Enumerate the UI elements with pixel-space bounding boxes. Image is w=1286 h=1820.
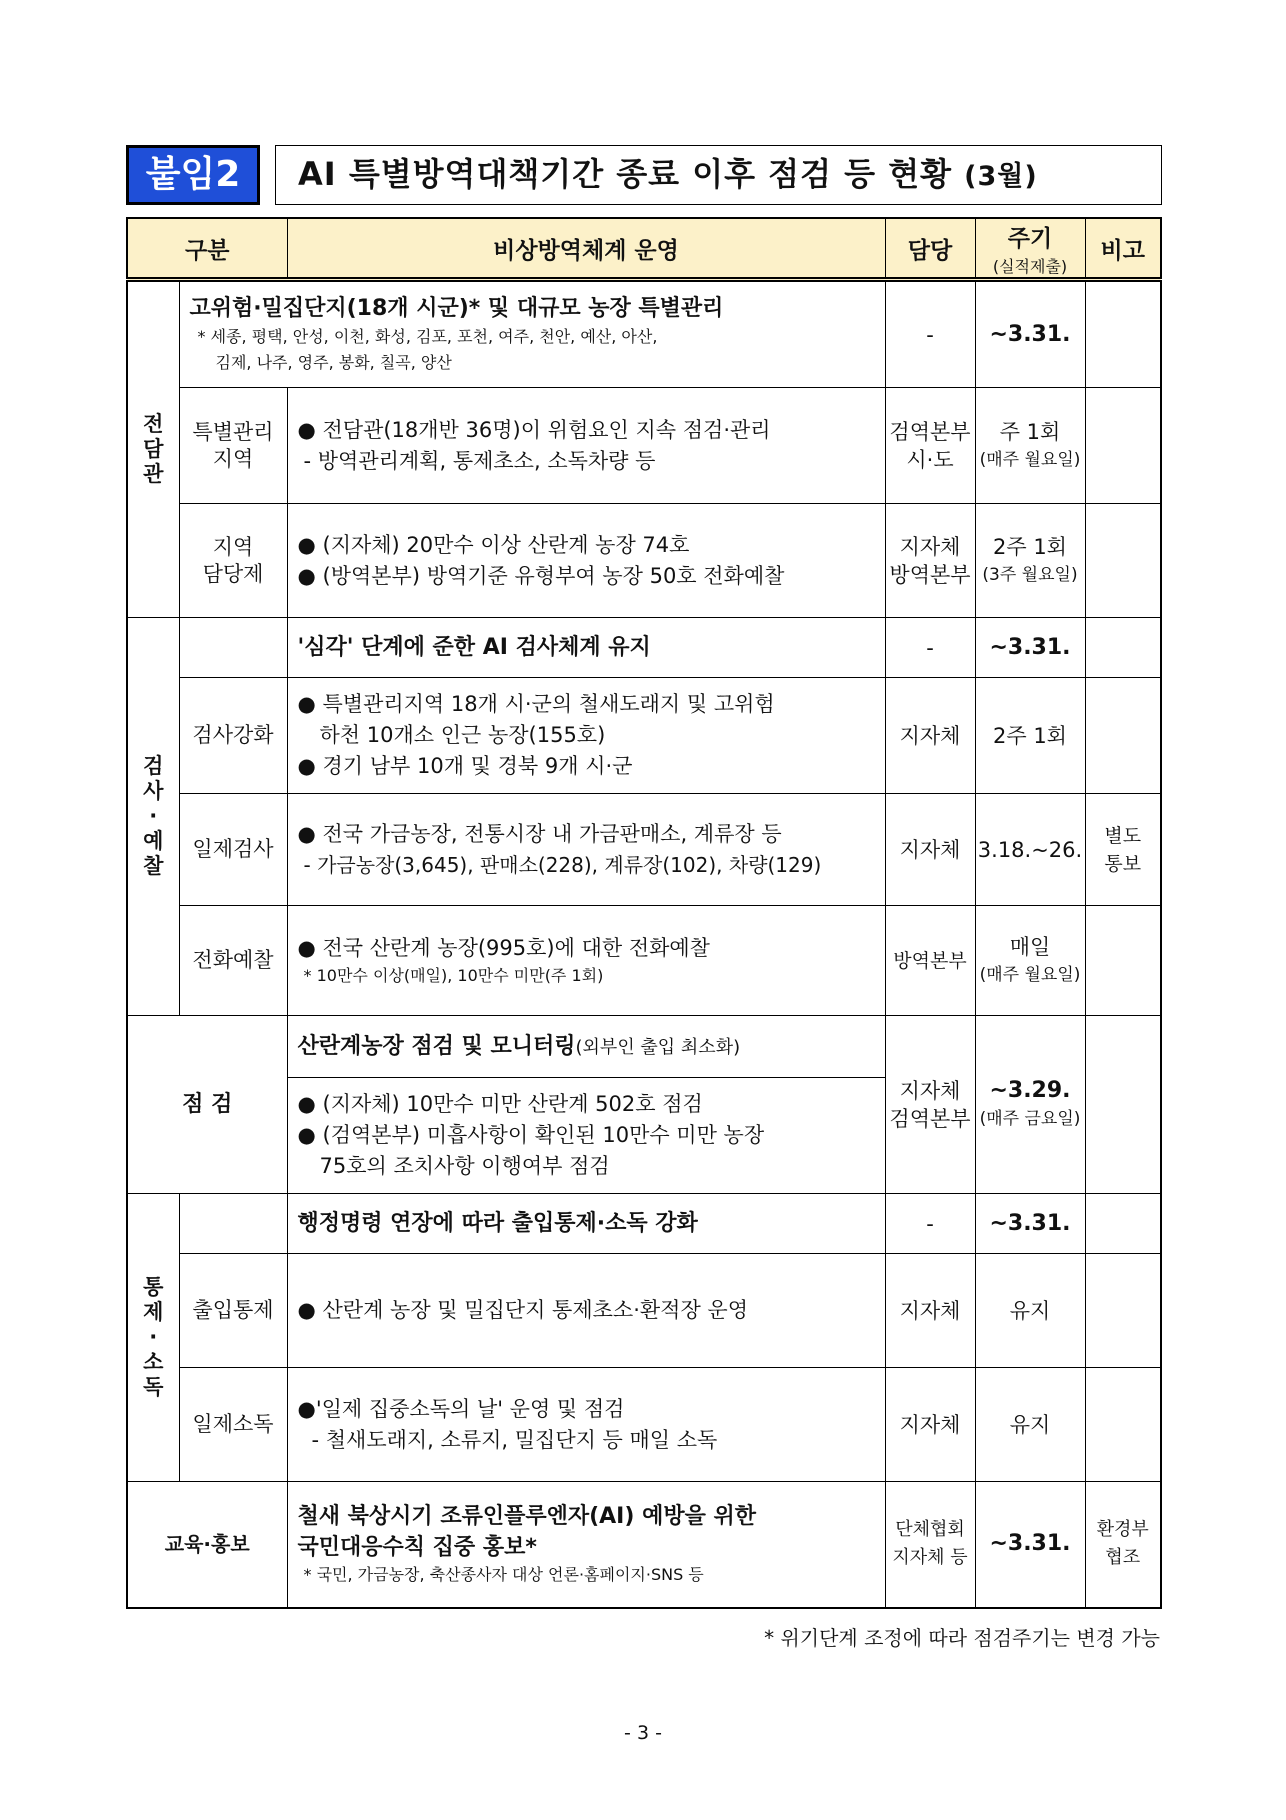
page-number: - 3 - <box>624 1722 662 1744</box>
content-line: ● 경기 남부 10개 및 경북 9개 시·군 <box>297 754 633 778</box>
content-note: * 국민, 가금농장, 축산종사자 대상 언론·홈페이지·SNS 등 <box>303 1565 704 1585</box>
remark-cell <box>1085 1016 1161 1194</box>
cycle-cell: ~3.31. <box>975 1482 1085 1608</box>
empty-cell <box>179 1194 287 1254</box>
table-row <box>127 906 1161 1016</box>
remark-cell <box>1085 618 1161 678</box>
subcategory-label: 지역 <box>212 534 254 559</box>
cycle-line: 2주 1회 <box>993 534 1067 559</box>
cycle-note: (3주 월요일) <box>982 564 1078 585</box>
cycle-cell: ~3.31. <box>975 618 1085 678</box>
remark-cell <box>1085 794 1161 906</box>
subcategory-cell: 검사강화 <box>179 678 287 794</box>
content-line: - 철새도래지, 소류지, 밀집단지 등 매일 소독 <box>311 1427 718 1452</box>
content-cell <box>287 1368 885 1482</box>
subcategory-label: 지역 <box>212 446 254 471</box>
cycle-line: ~3.29. <box>989 1077 1071 1103</box>
content-cell <box>287 1482 885 1608</box>
table-row <box>127 280 1161 388</box>
remark-cell <box>1085 1482 1161 1608</box>
table-row <box>127 1194 1161 1254</box>
cycle-cell: ~3.31. <box>975 280 1085 388</box>
remark-cell <box>1085 1194 1161 1254</box>
subcategory-label: 담당제 <box>202 561 264 586</box>
manager-line: 방역본부 <box>889 562 971 587</box>
content-line: ● (지자체) 20만수 이상 산란계 농장 74호 <box>297 532 690 557</box>
header-cycle <box>975 218 1085 280</box>
content-cell <box>287 618 885 678</box>
content-cell <box>287 388 885 504</box>
content-line: - 가금농장(3,645), 판매소(228), 계류장(102), 차량(129) <box>303 852 822 877</box>
cycle-cell: 유지 <box>975 1254 1085 1368</box>
remark-cell <box>1085 1254 1161 1368</box>
content-line: ● (지자체) 10만수 미만 산란계 502호 점검 <box>297 1092 703 1116</box>
table-row <box>127 1368 1161 1482</box>
remark-cell <box>1085 280 1161 388</box>
header-operation: 비상방역체계 운영 <box>287 218 885 280</box>
row-title: 산란계농장 점검 및 모니터링 <box>297 1034 576 1059</box>
manager-cell: - <box>885 280 975 388</box>
cycle-line: 매일 <box>1009 934 1051 959</box>
content-cell <box>287 1016 885 1078</box>
content-note: * 10만수 이상(매일), 10만수 미만(주 1회) <box>303 966 604 985</box>
footnote: * 위기단계 조정에 따라 점검주기는 변경 가능 <box>764 1626 1160 1650</box>
remark-cell <box>1085 678 1161 794</box>
header-row <box>127 218 1161 280</box>
remark-line: 별도 <box>1104 824 1142 847</box>
row-note: 김제, 나주, 영주, 봉화, 칠곡, 양산 <box>215 353 452 372</box>
content-line: - 방역관리계획, 통제초소, 소독차량 등 <box>303 448 656 473</box>
manager-cell: 지자체 <box>885 678 975 794</box>
manager-cell: - <box>885 618 975 678</box>
content-line: 75호의 조치사항 이행여부 점검 <box>319 1154 610 1178</box>
cycle-note: (매주 월요일) <box>979 964 1081 985</box>
cycle-cell: 유지 <box>975 1368 1085 1482</box>
content-line: 철새 북상시기 조류인플루엔자(AI) 예방을 위한 <box>297 1504 756 1530</box>
content-line: ●'일제 집중소독의 날' 운영 및 점검 <box>297 1396 625 1421</box>
manager-cell: 지자체 <box>885 1368 975 1482</box>
remark-line: 환경부 <box>1096 1519 1149 1541</box>
subcategory-cell: 전화예찰 <box>179 906 287 1016</box>
title-main: AI 특별방역대책기간 종료 이후 점검 등 현황 <box>298 155 953 193</box>
category-cell: 통제·소독 <box>127 1194 179 1482</box>
subcategory-cell: 일제소독 <box>179 1368 287 1482</box>
manager-line: 지자체 <box>899 1078 961 1103</box>
content-line: ● (방역본부) 방역기준 유형부여 농장 50호 전화예찰 <box>297 563 785 588</box>
manager-cell <box>885 388 975 504</box>
manager-cell <box>885 504 975 618</box>
remark-cell <box>1085 1368 1161 1482</box>
content-line: ● (검역본부) 미흡사항이 확인된 10만수 미만 농장 <box>297 1123 765 1147</box>
table-row <box>127 1254 1161 1368</box>
content-cell <box>287 1078 885 1194</box>
row-title: 행정명령 연장에 따라 출입통제·소독 강화 <box>297 1211 698 1236</box>
manager-cell <box>885 1016 975 1194</box>
cycle-cell: ~3.31. <box>975 1194 1085 1254</box>
remark-line: 통보 <box>1104 852 1142 875</box>
subcategory-cell <box>179 504 287 618</box>
manager-line: 지자체 등 <box>892 1547 968 1569</box>
row-title: 고위험·밀집단지(18개 시군)* 및 대규모 농장 특별관리 <box>189 296 724 321</box>
subcategory-cell: 일제검사 <box>179 794 287 906</box>
attachment-badge: 붙임2 <box>126 145 260 205</box>
header-category: 구분 <box>127 218 287 280</box>
category-cell: 교육·홍보 <box>127 1482 287 1608</box>
table-row <box>127 678 1161 794</box>
table-row <box>127 618 1161 678</box>
content-cell <box>287 906 885 1016</box>
content-cell <box>287 794 885 906</box>
table-row <box>127 1016 1161 1078</box>
subcategory-cell <box>179 388 287 504</box>
content-cell <box>179 280 885 388</box>
manager-cell: 지자체 <box>885 1254 975 1368</box>
row-note: * 세종, 평택, 안성, 이천, 화성, 김포, 포천, 여주, 천안, 예산, 아산, <box>197 327 658 346</box>
manager-line: 지자체 <box>899 534 961 559</box>
category-cell: 점 검 <box>127 1016 287 1194</box>
content-cell <box>287 1194 885 1254</box>
category-cell: 검사·예찰 <box>127 618 179 1016</box>
subcategory-cell: 출입통제 <box>179 1254 287 1368</box>
manager-line: 검역본부 <box>889 419 971 444</box>
manager-line: 검역본부 <box>889 1106 971 1131</box>
page-title <box>275 145 1162 205</box>
cycle-cell <box>975 906 1085 1016</box>
cycle-note: (매주 금요일) <box>979 1108 1081 1129</box>
cycle-cell <box>975 388 1085 504</box>
header-remark: 비고 <box>1085 218 1161 280</box>
status-table <box>126 217 1162 1609</box>
table-row <box>127 794 1161 906</box>
cycle-cell <box>975 504 1085 618</box>
remark-cell <box>1085 504 1161 618</box>
content-line: ● 전국 가금농장, 전통시장 내 가금판매소, 계류장 등 <box>297 821 782 846</box>
manager-line: 단체협회 <box>895 1519 965 1541</box>
title-period: (3월) <box>964 161 1038 192</box>
content-cell <box>287 1254 885 1368</box>
remark-line: 협조 <box>1105 1547 1141 1569</box>
manager-cell: 방역본부 <box>885 906 975 1016</box>
header-manager: 담당 <box>885 218 975 280</box>
cycle-cell: 3.18.~26. <box>975 794 1085 906</box>
row-title: '심각' 단계에 준한 AI 검사체계 유지 <box>297 635 651 660</box>
manager-cell: - <box>885 1194 975 1254</box>
content-line: ● 특별관리지역 18개 시·군의 철새도래지 및 고위험 <box>297 692 775 716</box>
remark-cell <box>1085 388 1161 504</box>
cycle-cell <box>975 1016 1085 1194</box>
content-cell <box>287 678 885 794</box>
content-line: ● 전국 산란계 농장(995호)에 대한 전화예찰 <box>297 936 710 960</box>
title-row <box>126 145 1162 205</box>
remark-cell <box>1085 906 1161 1016</box>
content-line: ● 전담관(18개반 36명)이 위험요인 지속 점검·관리 <box>297 417 771 442</box>
subcategory-label: 특별관리 <box>192 419 274 444</box>
content-line: 하천 10개소 인근 농장(155호) <box>319 723 606 747</box>
cycle-cell: 2주 1회 <box>975 678 1085 794</box>
row-title-note: (외부인 출입 최소화) <box>575 1037 741 1058</box>
cycle-line: 주 1회 <box>999 419 1061 444</box>
content-line: 국민대응수칙 집중 홍보* <box>297 1535 537 1561</box>
cycle-note: (매주 월요일) <box>979 449 1081 470</box>
header-cycle-label: 주기 <box>1007 225 1053 252</box>
table-row <box>127 1482 1161 1608</box>
table-row <box>127 504 1161 618</box>
content-line: ● 산란계 농장 및 밀집단지 통제초소·환적장 운영 <box>297 1298 748 1322</box>
category-cell: 전담관 <box>127 280 179 618</box>
manager-line: 시·도 <box>906 447 954 472</box>
header-cycle-sub: (실적제출) <box>992 256 1068 276</box>
content-cell <box>287 504 885 618</box>
manager-cell: 지자체 <box>885 794 975 906</box>
table-row <box>127 388 1161 504</box>
empty-cell <box>179 618 287 678</box>
manager-cell <box>885 1482 975 1608</box>
